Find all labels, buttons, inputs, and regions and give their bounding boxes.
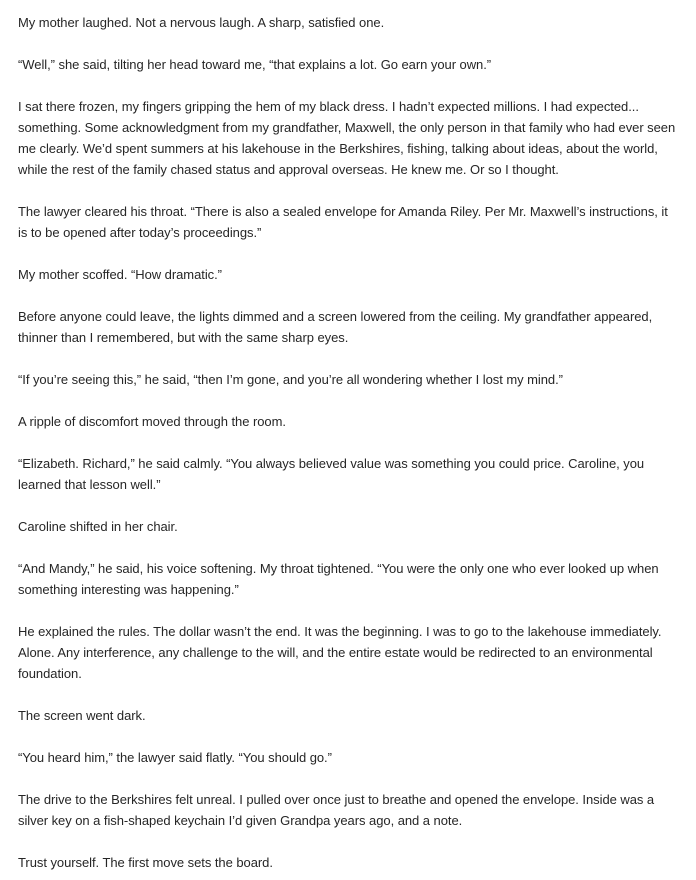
paragraph-5: My mother scoffed. “How dramatic.” [18, 267, 222, 282]
paragraph-9: “Elizabeth. Richard,” he said calmly. “You always believed value was something you could price. Caroline, you learned that lesson well.” [18, 456, 645, 492]
paragraph-12: He explained the rules. The dollar wasn’t the end. It was the beginning. I was to go to the lakehouse immediately. Alone. Any interference, any challenge to the will, and the entire estate would be redirected to an environmental foundation. [18, 624, 662, 681]
paragraph-15: The drive to the Berkshires felt unreal. I pulled over once just to breathe and opened the envelope. Inside was a silver key on a fish-shaped keychain I’d given Grandpa years ago, and a note. [18, 792, 655, 828]
paragraph-16: Trust yourself. The first move sets the board. [18, 855, 273, 870]
paragraph-8: A ripple of discomfort moved through the room. [18, 414, 286, 429]
paragraph-6: Before anyone could leave, the lights dimmed and a screen lowered from the ceiling. My grandfather appeared, thinner than I remembered, but with the same sharp eyes. [18, 309, 653, 345]
paragraph-14: “You heard him,” the lawyer said flatly. “You should go.” [18, 750, 332, 765]
paragraph-7: “If you’re seeing this,” he said, “then I’m gone, and you’re all wondering whether I lost my mind.” [18, 372, 563, 387]
paragraph-1: My mother laughed. Not a nervous laugh. A sharp, satisfied one. [18, 15, 385, 30]
paragraph-4: The lawyer cleared his throat. “There is also a sealed envelope for Amanda Riley. Per Mr. Maxwell’s instructions, it is to be opened after today’s proceedings.” [18, 204, 668, 240]
paragraph-10: Caroline shifted in her chair. [18, 519, 178, 534]
story-text [18, 12, 680, 873]
paragraph-2: “Well,” she said, tilting her head toward me, “that explains a lot. Go earn your own.” [18, 57, 492, 72]
paragraph-11: “And Mandy,” he said, his voice softening. My throat tightened. “You were the only one who ever looked up when something interesting was happening.” [18, 561, 659, 597]
paragraph-13: The screen went dark. [18, 708, 146, 723]
paragraph-3: I sat there frozen, my fingers gripping the hem of my black dress. I hadn’t expected millions. I had expected... something. Some acknowledgment from my grandfather, Maxwell, the only person in that family who had ever seen me clearly. We’d spent summers at his lakehouse in the Berkshires, fishing, talking about ideas, about the world, while the rest of the family chased status and approval overseas. He knew me. Or so I thought. [18, 99, 676, 177]
